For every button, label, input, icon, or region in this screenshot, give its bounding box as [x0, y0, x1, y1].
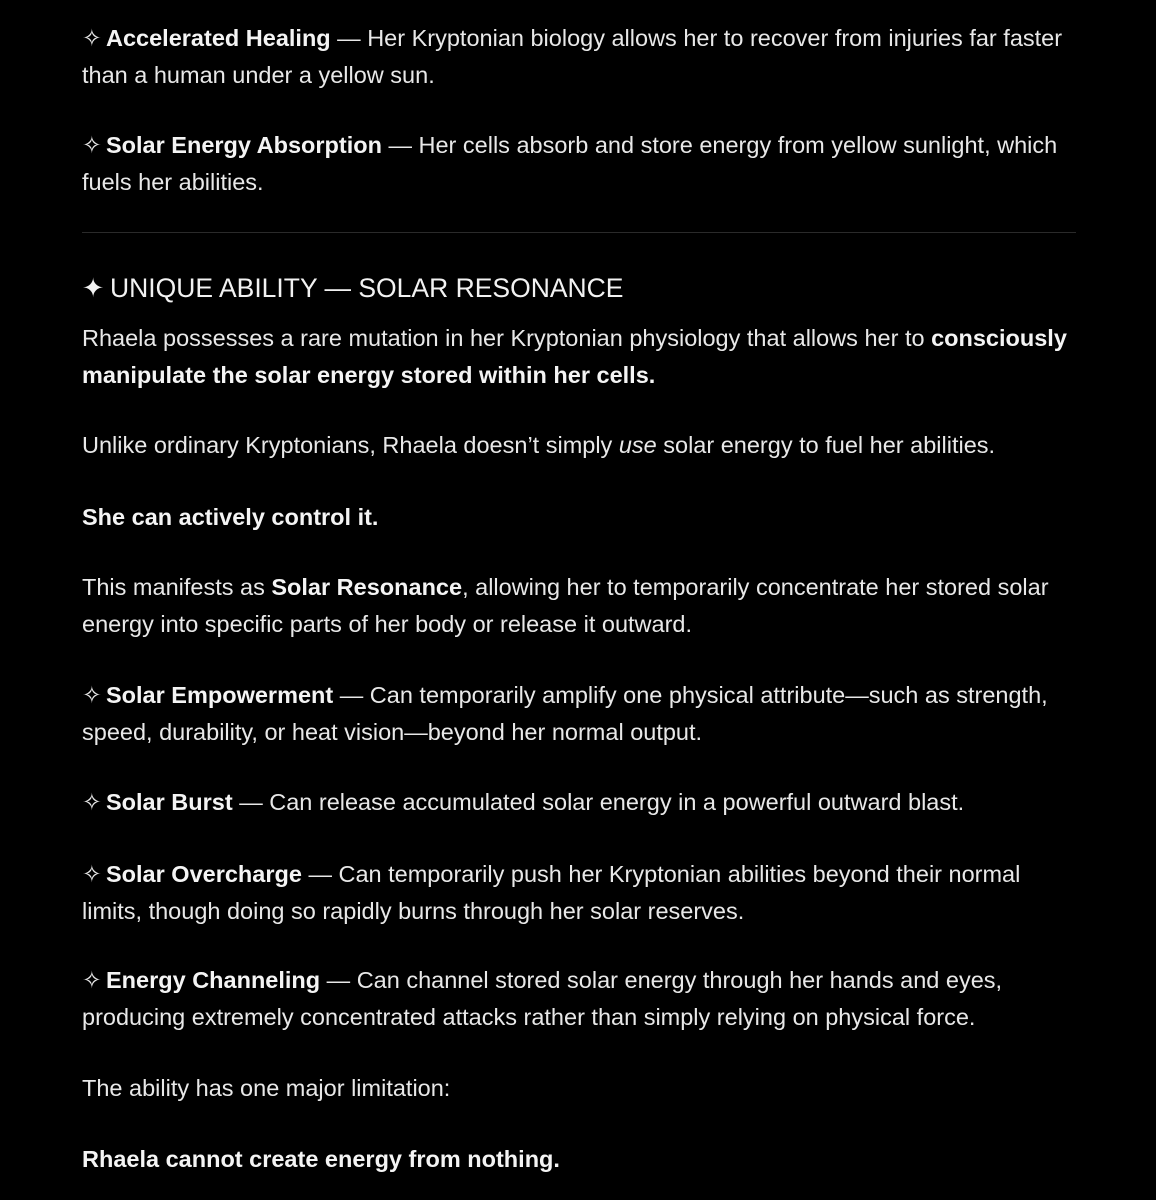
filled-star-icon: ✦: [82, 273, 105, 303]
outline-star-icon: ✧: [82, 789, 102, 815]
limitation-statement: [82, 1141, 1076, 1178]
power-description: — Can release accumulated solar energy in a powerful outward blast.: [232, 789, 965, 815]
outline-star-icon: ✧: [82, 25, 102, 51]
intro-text: Rhaela possesses a rare mutation in her Kryptonian physiology that allows her to: [82, 325, 932, 351]
outline-star-icon: ✧: [82, 861, 102, 887]
power-solar-empowerment: [82, 677, 1076, 751]
manifest-paragraph: [82, 569, 1076, 643]
power-name: Solar Energy Absorption: [106, 132, 382, 158]
power-energy-channeling: [82, 962, 1076, 1036]
unlike-paragraph: [82, 427, 1076, 464]
limitation-intro: [82, 1070, 1076, 1107]
power-name: Solar Empowerment: [106, 682, 334, 708]
power-description: — Can temporarily amplify one physical attribute—such as strength, speed, durability, or heat vision—beyond her normal output.: [82, 682, 1048, 745]
control-text: She can actively control it.: [82, 504, 379, 530]
unlike-text-start: Unlike ordinary Kryptonians, Rhaela doesn’t simply: [82, 432, 619, 458]
limitation-intro-text: The ability has one major limitation:: [82, 1075, 451, 1101]
power-description: — Can channel stored solar energy through her hands and eyes, producing extremely concentrated attacks rather than simply relying on physical force.: [82, 967, 1003, 1030]
section-heading: [82, 269, 623, 307]
outline-star-icon: ✧: [82, 682, 102, 708]
intro-emphasis: consciously manipulate the solar energy stored within her cells.: [82, 325, 1067, 388]
power-solar-energy-absorption: [82, 127, 1076, 201]
outline-star-icon: ✧: [82, 967, 102, 993]
power-solar-burst: [82, 784, 1076, 821]
power-description: — Her cells absorb and store energy from yellow sunlight, which fuels her abilities.: [82, 132, 1058, 195]
power-accelerated-healing: [82, 20, 1076, 94]
manifest-text-end: , allowing her to temporarily concentrate her stored solar energy into specific parts of her body or release it outward.: [82, 574, 1049, 637]
limitation-statement-text: Rhaela cannot create energy from nothing.: [82, 1146, 560, 1172]
power-solar-overcharge: [82, 856, 1076, 930]
intro-paragraph: [82, 320, 1076, 394]
outline-star-icon: ✧: [82, 132, 102, 158]
power-name: Solar Burst: [106, 789, 233, 815]
manifest-text-start: This manifests as: [82, 574, 272, 600]
power-name: Solar Overcharge: [106, 861, 302, 887]
unlike-italic-word: use: [618, 432, 657, 458]
control-statement: [82, 499, 1076, 536]
power-description: — Can temporarily push her Kryptonian abilities beyond their normal limits, though doing so rapidly burns through her solar reserves.: [82, 861, 1021, 924]
power-name: Accelerated Healing: [106, 25, 331, 51]
section-title: UNIQUE ABILITY — SOLAR RESONANCE: [110, 273, 624, 303]
power-description: — Her Kryptonian biology allows her to recover from injuries far faster than a human under a yellow sun.: [82, 25, 1063, 88]
power-name: Energy Channeling: [106, 967, 321, 993]
unlike-text-end: solar energy to fuel her abilities.: [656, 432, 996, 458]
section-divider: [82, 232, 1076, 233]
manifest-term: Solar Resonance: [271, 574, 463, 600]
